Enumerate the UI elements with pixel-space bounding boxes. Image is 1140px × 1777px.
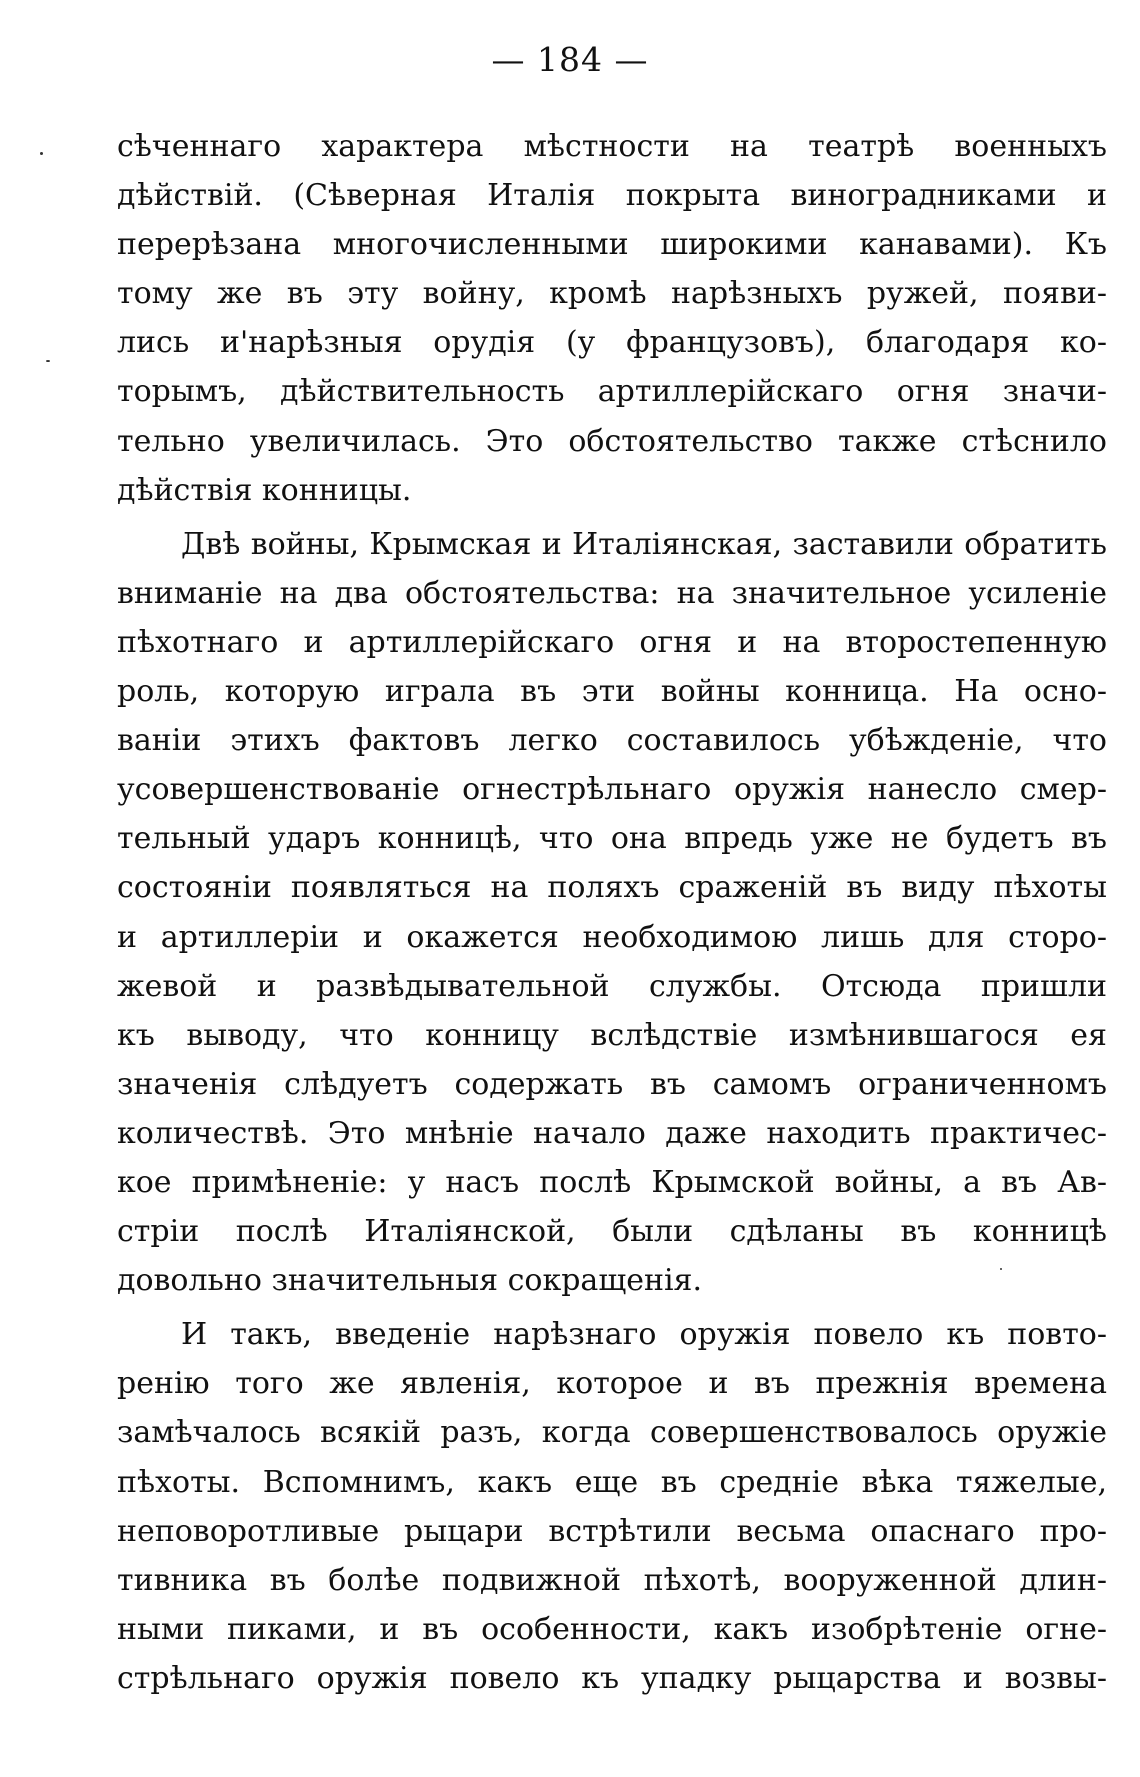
text-line: роль, которую играла въ эти войны конница. На осно- bbox=[117, 674, 1107, 710]
page-number: — 184 — bbox=[491, 40, 649, 79]
text-line: и артиллеріи и окажется необходимою лишь для сторо- bbox=[117, 919, 1107, 955]
text-line: вниманіе на два обстоятельства: на значительное усиленіе bbox=[117, 575, 1107, 611]
text-line: къ выводу, что конницу вслѣдствіе измѣнившагося ея bbox=[117, 1017, 1107, 1053]
text-line: перерѣзана многочисленными широкими канавами). Къ bbox=[117, 227, 1107, 263]
text-line: дѣйствій. (Сѣверная Италія покрыта виноградниками и bbox=[117, 178, 1107, 214]
text-line: дѣйствія конницы. bbox=[117, 472, 412, 508]
scan-speck bbox=[40, 152, 43, 155]
text-line: торымъ, дѣйствительность артиллерійскаго огня значи- bbox=[117, 374, 1107, 410]
text-line: кое примѣненіе: у насъ послѣ Крымской войны, а въ Ав- bbox=[117, 1164, 1107, 1200]
body-text bbox=[117, 122, 1107, 1703]
paragraph bbox=[117, 122, 1107, 515]
text-line: стріи послѣ Италіянской, были сдѣланы въ конницѣ bbox=[117, 1214, 1107, 1250]
text-line: лись и'нарѣзныя орудія (у французовъ), благодаря ко- bbox=[117, 325, 1107, 361]
paragraph bbox=[117, 520, 1107, 1306]
text-line: И такъ, введеніе нарѣзнаго оружія повело къ повто- bbox=[181, 1317, 1107, 1353]
text-line: состояніи появляться на поляхъ сраженій въ виду пѣхоты bbox=[117, 870, 1107, 906]
text-line: Двѣ войны, Крымская и Италіянская, заставили обратить bbox=[181, 526, 1107, 562]
text-line: неповоротливые рыцари встрѣтили весьма опаснаго про- bbox=[117, 1513, 1107, 1549]
scan-speck bbox=[46, 360, 50, 362]
text-line: ренію того же явленія, которое и въ прежнія времена bbox=[117, 1366, 1107, 1402]
text-line: тельный ударъ конницѣ, что она впредь уже не будетъ въ bbox=[117, 821, 1107, 857]
text-line: ваніи этихъ фактовъ легко составилось убѣжденіе, что bbox=[117, 723, 1107, 759]
text-line: сѣченнаго характера мѣстности на театрѣ военныхъ bbox=[117, 129, 1107, 164]
text-line: стрѣльнаго оружія повело къ упадку рыцарства и возвы- bbox=[117, 1660, 1107, 1696]
text-line: ными пиками, и въ особенности, какъ изобрѣтеніе огне- bbox=[117, 1611, 1107, 1647]
text-line: тельно увеличилась. Это обстоятельство также стѣснило bbox=[117, 423, 1107, 459]
paragraph bbox=[117, 1310, 1107, 1703]
text-line: тивника въ болѣе подвижной пѣхотѣ, вооруженной длин- bbox=[117, 1562, 1107, 1598]
text-line: пѣхотнаго и артиллерійскаго огня и на второстепенную bbox=[117, 624, 1107, 660]
text-line: замѣчалось всякій разъ, когда совершенствовалось оружіе bbox=[117, 1415, 1107, 1451]
text-line: жевой и развѣдывательной службы. Отсюда пришли bbox=[117, 968, 1107, 1004]
text-line: количествѣ. Это мнѣніе начало даже находить практичес- bbox=[117, 1115, 1107, 1151]
text-line: довольно значительныя сокращенія. bbox=[117, 1263, 703, 1299]
text-line: пѣхоты. Вспомнимъ, какъ еще въ средніе вѣка тяжелые, bbox=[117, 1464, 1107, 1500]
text-line: усовершенствованіе огнестрѣльнаго оружія нанесло смер- bbox=[117, 772, 1107, 808]
text-line: значенія слѣдуетъ содержать въ самомъ ограниченномъ bbox=[117, 1066, 1107, 1102]
text-line: тому же въ эту войну, кромѣ нарѣзныхъ ружей, появи- bbox=[117, 276, 1107, 312]
